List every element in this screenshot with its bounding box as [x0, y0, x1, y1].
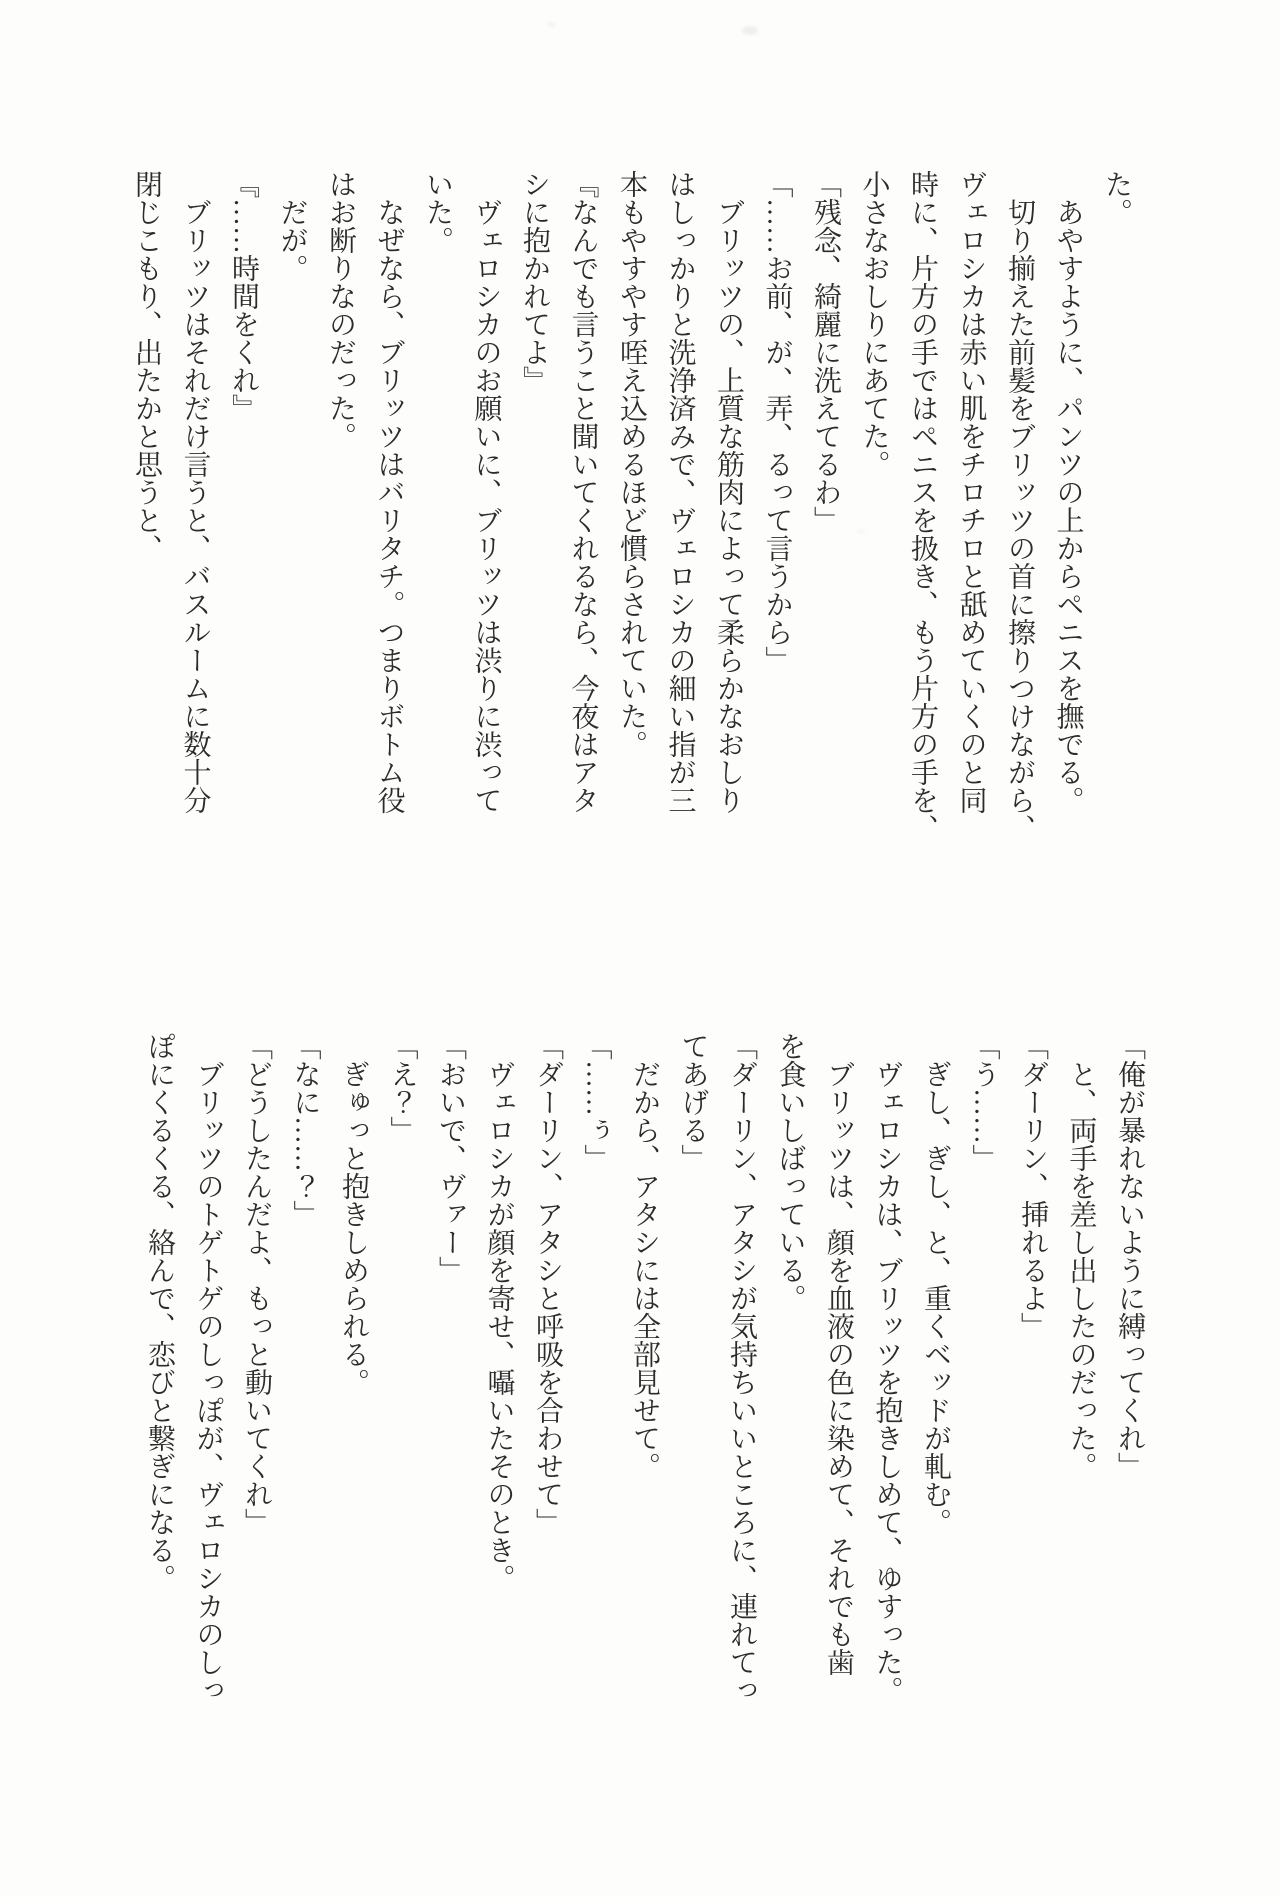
text-column: 「……お前、が、弄、るって言うから」 — [761, 170, 793, 674]
text-column: ヴェロシカが顔を寄せ、囁いたそのとき。 — [483, 1060, 515, 1592]
text-column: 「俺が暴れないように縛ってくれ」 — [1114, 1032, 1145, 1480]
text-column: てあげる」 — [677, 1032, 709, 1172]
text-column: はしっかりと洗浄済みで、ヴェロシカの細い指が三 — [664, 170, 696, 814]
text-column: 本もやすやす咥え込めるほど慣らされていた。 — [616, 170, 647, 758]
text-column: なぜなら、ブリッツはバリタチ。つまりボトム役 — [373, 198, 405, 814]
text-column: 「ダーリン、アタシと呼吸を合わせて」 — [532, 1032, 563, 1536]
text-column: 「どうしたんだよ、もっと動いてくれ」 — [241, 1032, 272, 1536]
text-column: ぎし、ぎし、と、重くベッドが軋む。 — [920, 1060, 951, 1536]
text-column: 「ダーリン、アタシが気持ちいいところに、連れてっ — [726, 1032, 757, 1704]
text-column: あやすように、パンツの上からペニスを撫でる。 — [1052, 198, 1084, 814]
text-column: ブリッツは、顔を血液の色に染めて、それでも歯 — [823, 1060, 854, 1676]
text-column: だが。 — [276, 198, 308, 282]
scan-artifact — [548, 22, 555, 27]
text-column: ブリッツの、上質な筋肉によって柔らかなおしり — [713, 198, 744, 814]
text-column: 『……時間をくれ』 — [228, 170, 259, 422]
text-column: だから、アタシには全部見せて。 — [629, 1060, 660, 1480]
text-column: 切り揃えた前髪をブリッツの首に擦りつけながら、 — [1004, 198, 1035, 842]
scan-artifact — [742, 26, 758, 35]
text-column: いた。 — [422, 170, 453, 254]
text-column: 『なんでも言うこと聞いてくれるなら、今夜はアタ — [567, 170, 599, 814]
text-column: 閉じこもり、出たかと思うと、 — [131, 170, 162, 562]
text-column: シに抱かれてよ』 — [519, 170, 550, 394]
text-column: ぽにくるくる、絡んで、恋びと繋ぎになる。 — [144, 1032, 175, 1592]
text-column: はお断りなのだった。 — [325, 170, 356, 450]
text-column: 「残念、綺麗に洗えてるわ」 — [810, 170, 841, 534]
text-column: ヴェロシカのお願いに、ブリッツは渋りに渋って — [470, 198, 502, 814]
text-column: 「ダーリン、挿れるよ」 — [1017, 1032, 1048, 1340]
text-column: と、両手を差し出したのだった。 — [1065, 1060, 1097, 1480]
text-column: 「なに……？」 — [289, 1032, 321, 1228]
text-column: た。 — [1101, 170, 1132, 226]
text-column: ヴェロシカは赤い肌をチロチロと舐めていくのと同 — [955, 170, 987, 814]
text-column: 小さなおしりにあてた。 — [858, 170, 890, 478]
scan-artifact — [856, 530, 866, 533]
text-column: 「おいで、ヴァー」 — [435, 1032, 466, 1284]
bottom-text-block — [135, 1032, 1154, 1704]
top-text-block — [122, 170, 1141, 842]
text-column: 「え？」 — [386, 1032, 418, 1144]
text-column: ブリッツはそれだけ言うと、バスルームに数十分 — [179, 198, 211, 814]
text-column: を食いしばっている。 — [774, 1032, 806, 1312]
text-column: ヴェロシカは、ブリッツを抱きしめて、ゆすった。 — [871, 1060, 903, 1704]
text-column: ぎゅっと抱きしめられる。 — [338, 1060, 369, 1396]
text-column: 「う……」 — [968, 1032, 1000, 1172]
text-column: 「……ぅ」 — [580, 1032, 612, 1172]
text-column: 時に、片方の手ではペニスを扱き、もう片方の手を、 — [907, 170, 938, 842]
text-column: ブリッツのトゲトゲのしっぽが、ヴェロシカのしっ — [192, 1060, 224, 1704]
